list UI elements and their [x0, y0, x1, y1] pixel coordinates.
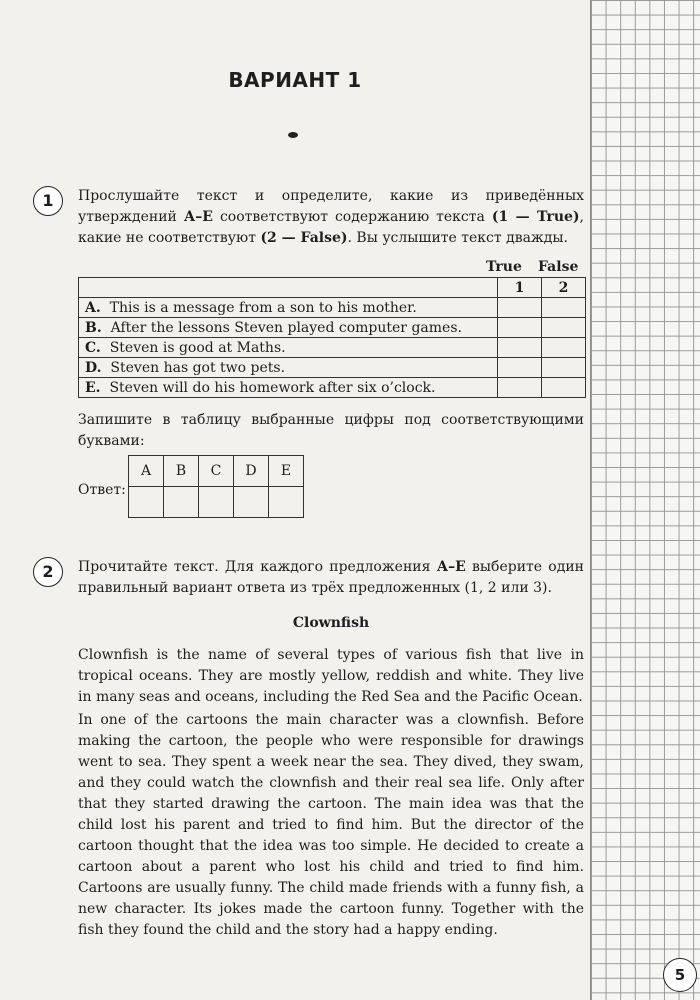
answer-cell-c[interactable] — [199, 487, 234, 518]
col-1-header: 1 — [498, 278, 542, 298]
answer-cell-true[interactable] — [498, 318, 542, 338]
answer-cell-false[interactable] — [542, 338, 586, 358]
answer-letter: B — [164, 456, 199, 487]
answer-cell-true[interactable] — [498, 338, 542, 358]
page-title: ВАРИАНТ 1 — [228, 68, 362, 92]
paragraph-1: Clownfish is the name of several types of various fish that live in tropical oceans. They are mostly yellow, reddish and white. They live in many seas and oceans, including the Red Sea and the Pacific Ocean. — [78, 647, 584, 705]
task-1-instruction: Прослушайте текст и определите, какие из приведённых утверждений А–Е соответствуют содержанию текста (1 — True), какие не соответствуют (2 — False). Вы услышите текст дважды. — [78, 188, 584, 246]
table-row — [79, 318, 586, 338]
statement-a: A. This is a message from a son to his mother. — [79, 298, 498, 318]
statement-c: C. Steven is good at Maths. — [79, 338, 498, 358]
answer-letter: E — [269, 456, 304, 487]
task-2-number: 2 — [33, 557, 63, 587]
text-title: Clownfish — [292, 615, 370, 631]
statement-d: D. Steven has got two pets. — [79, 358, 498, 378]
answer-input-row — [129, 487, 304, 518]
answer-label: Ответ: — [78, 482, 126, 498]
table-header-row — [79, 278, 586, 298]
task-1-number: 1 — [33, 186, 63, 216]
answer-cell-true[interactable] — [498, 378, 542, 398]
table-row — [79, 338, 586, 358]
false-column-label: False — [538, 259, 579, 275]
task-2-instruction: Прочитайте текст. Для каждого предложения А–Е выберите один правильный вариант ответа из трёх предложенных (1, 2 или 3). — [78, 559, 584, 596]
answer-cell-b[interactable] — [164, 487, 199, 518]
statement-b: B. After the lessons Steven played computer games. — [79, 318, 498, 338]
answer-letter: A — [129, 456, 164, 487]
answer-grid — [128, 455, 304, 518]
table-row — [79, 298, 586, 318]
answer-cell-d[interactable] — [234, 487, 269, 518]
true-column-label: True — [486, 259, 522, 275]
record-instruction: Запишите в таблицу выбранные цифры под соответствующими буквами: — [78, 412, 584, 449]
answer-cell-true[interactable] — [498, 358, 542, 378]
table-row — [79, 358, 586, 378]
answer-cell-false[interactable] — [542, 358, 586, 378]
answer-letter: D — [234, 456, 269, 487]
answer-cell-false[interactable] — [542, 298, 586, 318]
answer-cell-true[interactable] — [498, 298, 542, 318]
true-false-table — [78, 277, 586, 398]
answer-cell-a[interactable] — [129, 487, 164, 518]
table-header-blank — [79, 278, 498, 298]
grid-margin — [590, 0, 700, 1000]
answer-cell-e[interactable] — [269, 487, 304, 518]
answer-cell-false[interactable] — [542, 378, 586, 398]
answer-letter: C — [199, 456, 234, 487]
table-row — [79, 378, 586, 398]
answer-cell-false[interactable] — [542, 318, 586, 338]
paragraph-2: In one of the cartoons the main character was a clownfish. Before making the cartoon, the people who were responsible for drawings went to sea. They spent a week near the sea. They dived, they swam, and they could watch the clownfish and their real sea life. Only after that they started drawing the cartoon. The main idea was that the child lost his parent and tried to find him. But the director of the cartoon thought that the idea was too simple. He decided to create a cartoon about a parent who lost his child and tried to find him. Cartoons are usually funny. The child made friends with a funny fish, a new character. Its jokes made the cartoon funny. Together with the fish they found the child and the story had a happy ending. — [78, 712, 584, 938]
statement-e: E. Steven will do his homework after six o’clock. — [79, 378, 498, 398]
print-mark — [288, 132, 298, 138]
answer-letters-row — [129, 456, 304, 487]
page-number: 5 — [663, 958, 697, 992]
col-2-header: 2 — [542, 278, 586, 298]
